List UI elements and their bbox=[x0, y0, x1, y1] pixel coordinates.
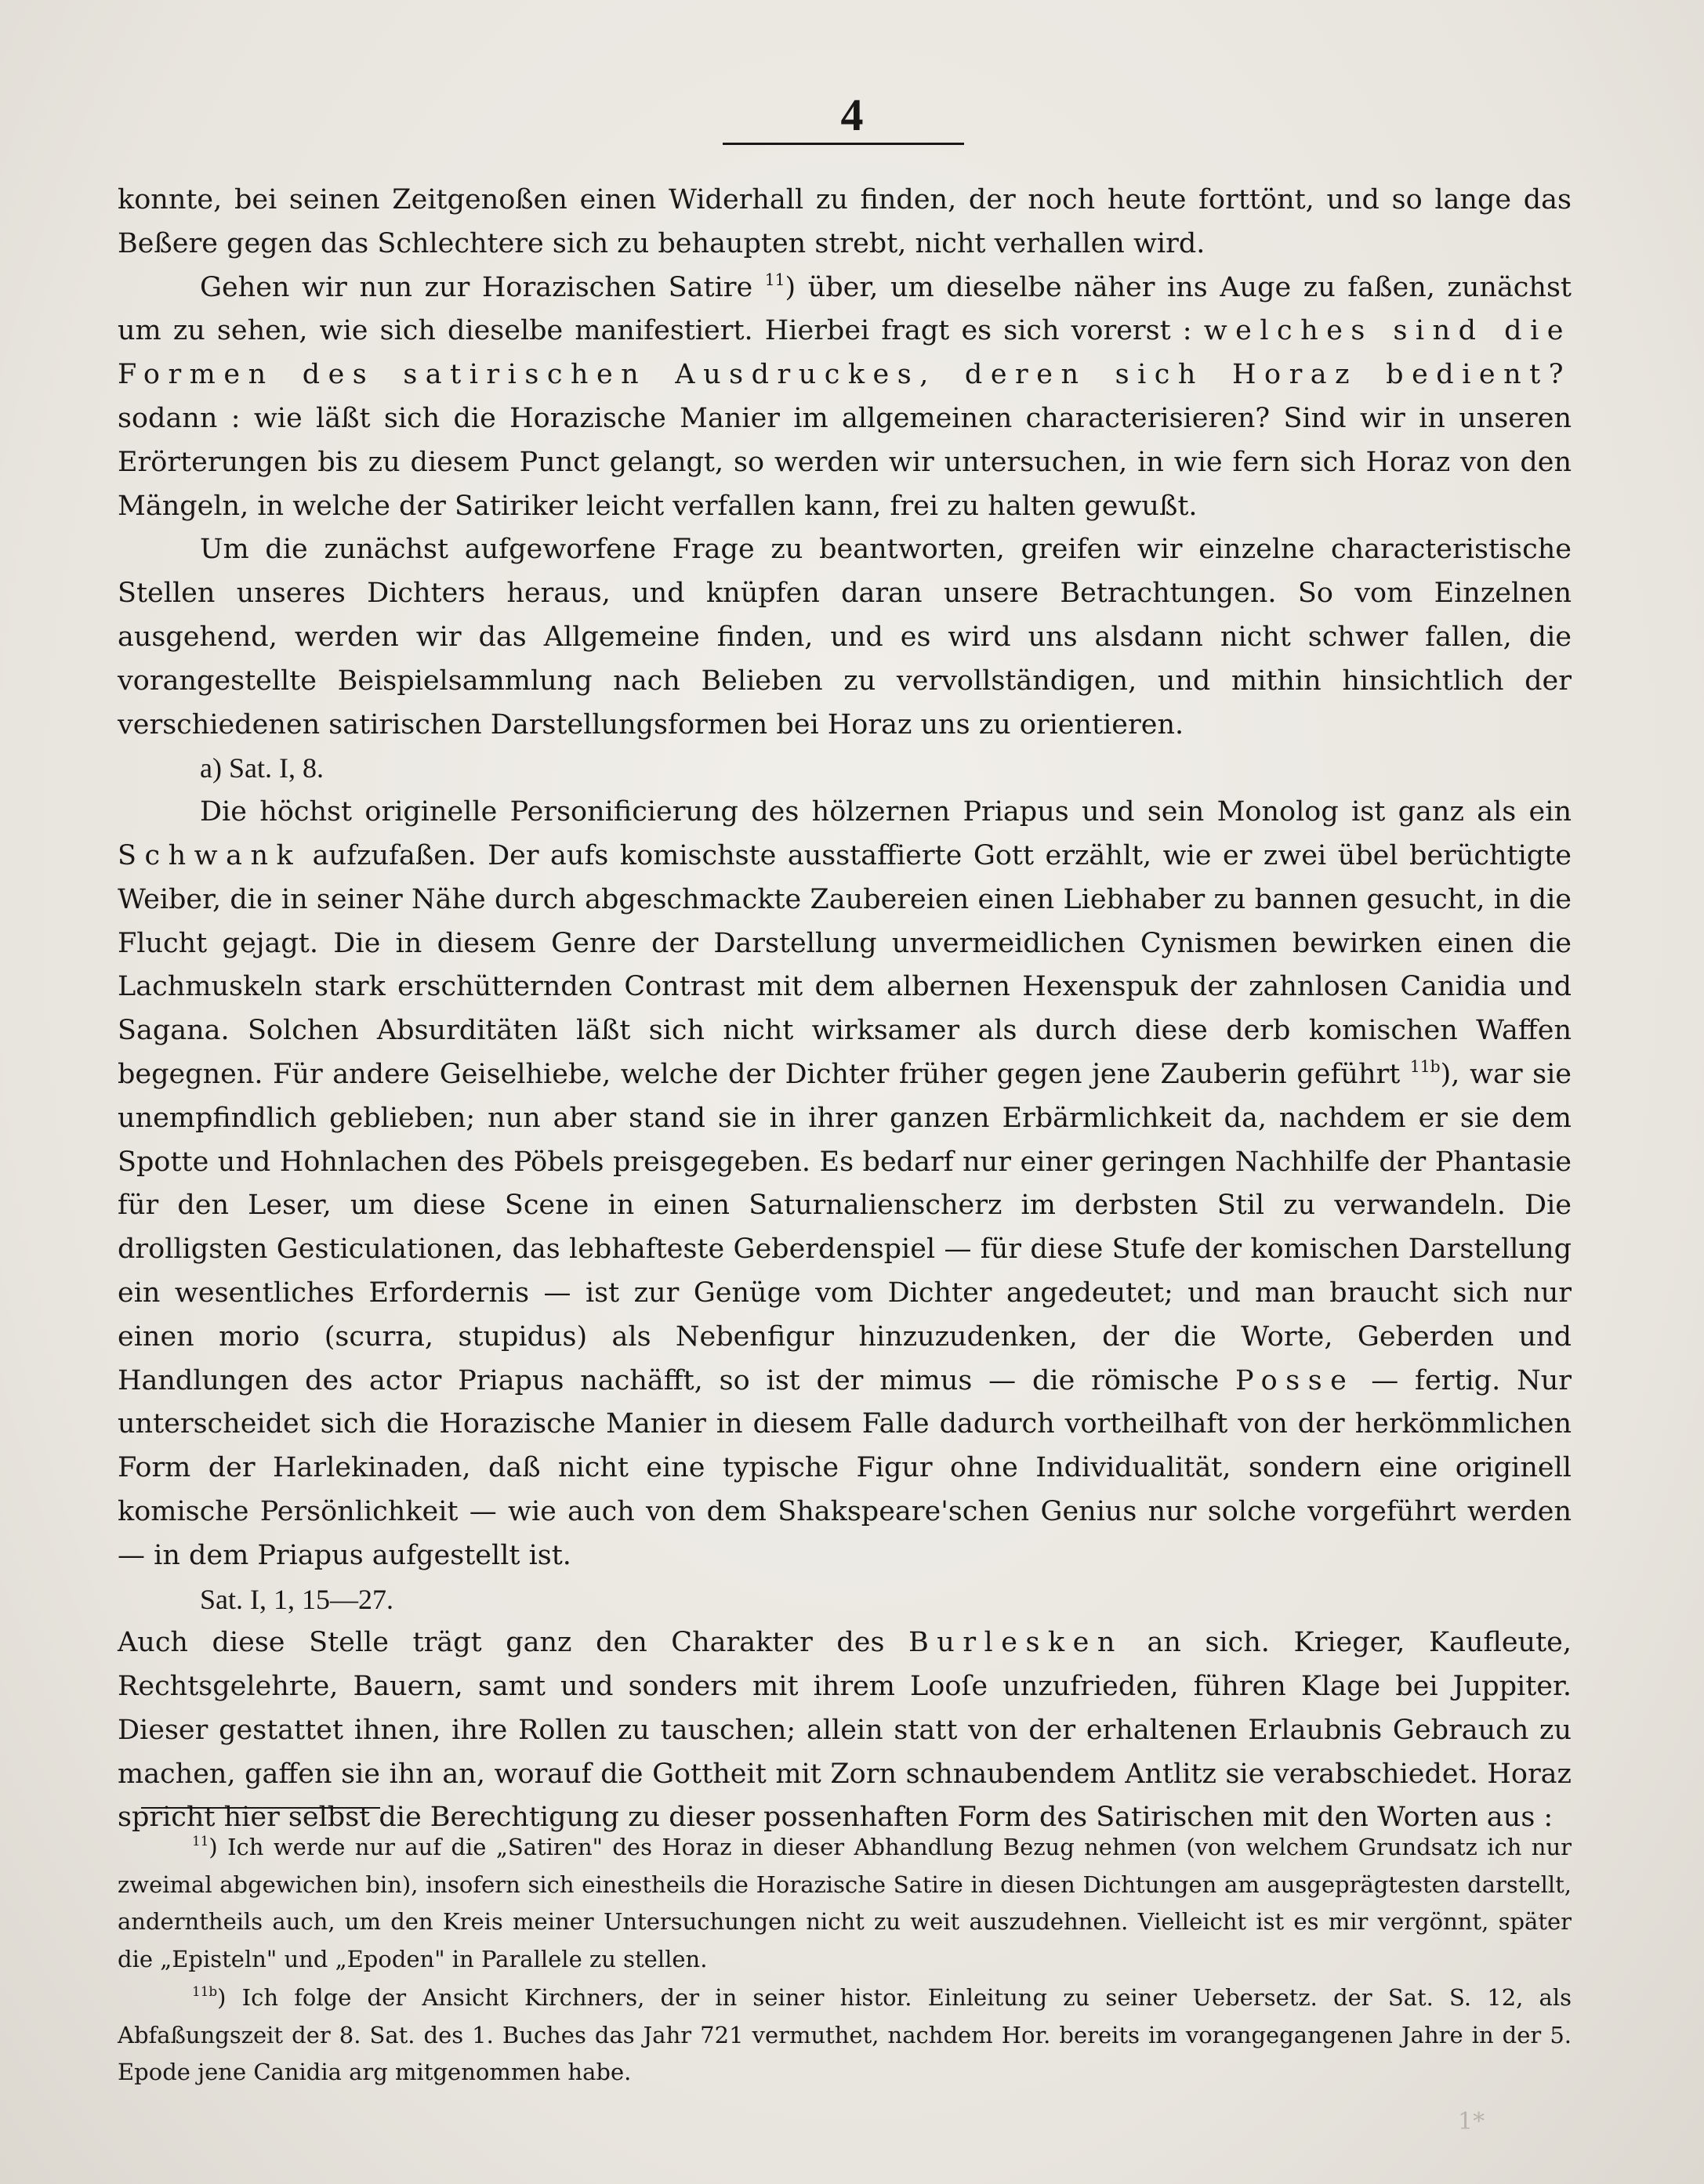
section-ref-sat-1-8: a) Sat. I, 8. bbox=[200, 752, 324, 784]
footnote-ref-11: 11 bbox=[764, 270, 785, 289]
paragraph-2 bbox=[118, 266, 1572, 529]
footnote-11b-text: ) Ich folge der Ansicht Kirchners, der in seiner histor. Einleitung zu seiner Uebersetz. der Sat. S. 12, als Abfaßungszeit der 8. Sat. des 1. Buches das Jahr 721 vermuthet, nachdem Hor. bereits im vorangegangenen Jahre in der 5. Epode jene Canidia arg mitgenommen habe. bbox=[118, 1984, 1572, 2085]
paragraph-4-text-c: ), war sie unempfindlich geblieben; nun aber stand sie in ihrer ganzen Erbärmlichkeit da, nachdem er sie dem Spotte und Hohnlachen des Pöbels preisgegeben. Es bedarf nur einer geringen Nachhilfe der Phantasie für den Leser, um diese Scene in einen Saturnalienscherz im derbsten Stil zu verwandeln. Die drolligsten Gesticulationen, das lebhafteste Geberdenspiel — für diese Stufe der komischen Darstellung ein wesentliches Erfordernis — ist zur Genüge vom Dichter angedeutet; und man braucht sich nur einen morio (scurra, stupidus) als Nebenfigur hinzuzudenken, der die Worte, Geberden und Handlungen des actor Priapus nachäfft, so ist der mimus — die römische bbox=[118, 1058, 1572, 1396]
paragraph-4-spaced-posse: Posse bbox=[1235, 1364, 1355, 1396]
page-number: 4 bbox=[840, 89, 864, 140]
footnote-11 bbox=[118, 1829, 1572, 1978]
footnote-11-text: ) Ich werde nur auf die „Satiren" des Horaz in dieser Abhandlung Bezug nehmen (von welchem Grundsatz ich nur zweimal abgewichen bin), insofern sich einestheils die Horazische Satire in diesen Dichtungen am ausgeprägtesten darstellt, anderntheils auch, um den Kreis meiner Untersuchungen nicht zu weit auszudehnen. Vielleicht ist es mir vergönnt, später die „Episteln" und „Epoden" in Parallele zu stellen. bbox=[118, 1834, 1572, 1972]
paragraph-3 bbox=[118, 528, 1572, 747]
paragraph-3-text: Um die zunächst aufgeworfene Frage zu beantworten, greifen wir einzelne characteristische Stellen unseres Dichters heraus, und knüpfen daran unsere Betrachtungen. So vom Einzelnen ausgehend, werden wir das Allgemeine finden, und es wird uns alsdann nicht schwer fallen, die vorangestellte Beispielsammlung nach Belieben zu vervollständigen, und mithin hinsichtlich der verschiedenen satirischen Darstellungsformen bei Horaz uns zu orientieren. bbox=[118, 534, 1572, 741]
paragraph-2-text-b: ) über, um dieselbe näher ins Auge zu faßen, zunächst um zu sehen, wie sich dieselbe manifestiert. Hierbei fragt es sich vorerst : bbox=[118, 271, 1572, 347]
paragraph-4-text-d: — fertig. Nur unterscheidet sich die Horazische Manier in diesem Falle dadurch vortheilhaft von der herkömmlichen Form der Harlekinaden, daß nicht eine typische Figur ohne Individualität, sondern eine originell komische Persönlichkeit — wie auch von dem Shakspeare'schen Genius nur solche vorgeführt werden — in dem Priapus aufgestellt ist. bbox=[118, 1364, 1572, 1571]
section-ref-sat-1-1: Sat. I, 1, 15—27. bbox=[200, 1583, 393, 1615]
paragraph-1 bbox=[118, 179, 1572, 266]
paragraph-5-spaced-burlesken: Burlesken bbox=[908, 1627, 1123, 1659]
paragraph-4-spaced-schwank: Schwank bbox=[118, 839, 302, 871]
footnote-11b-mark: 11b bbox=[192, 1983, 218, 2000]
paragraph-4 bbox=[118, 791, 1572, 1577]
paragraph-4-text-a: Die höchst originelle Personificierung des hölzernen Priapus und sein Monolog ist ganz als ein bbox=[200, 796, 1572, 828]
footnote-11b bbox=[118, 1979, 1572, 2092]
footnote-11-mark: 11 bbox=[192, 1833, 209, 1849]
paragraph-2-spaced-question: welches sind die Formen des satirischen Ausdruckes, deren sich Horaz bedient? bbox=[118, 315, 1572, 391]
footnote-rule bbox=[141, 1807, 380, 1809]
footnote-ref-11b: 11b bbox=[1409, 1056, 1441, 1076]
footnotes bbox=[118, 1829, 1572, 2093]
header-rule bbox=[723, 143, 964, 145]
paragraph-2-text-c: sodann : wie läßt sich die Horazische Manier im allgemeinen characterisieren? Sind wir in unseren Erörterungen bis zu diesem Punct gelangt, so werden wir untersuchen, in wie fern sich Horaz von den Mängeln, in welche der Satiriker leicht verfallen kann, frei zu halten gewußt. bbox=[118, 402, 1572, 522]
paragraph-4-text-b: aufzufaßen. Der aufs komischste ausstaffierte Gott erzählt, wie er zwei übel berüchtigte Weiber, die in seiner Nähe durch abgeschmackte Zaubereien einen Liebhaber zu bannen gesucht, in die Flucht gejagt. Die in diesem Genre der Darstellung unvermeidlichen Cynismen bewirken einen die Lachmuskeln stark erschütternden Contrast mit dem albernen Hexenspuk der zahnlosen Canidia und Sagana. Solchen Absurditäten läßt sich nicht wirksamer als durch diese derb komischen Waffen begegnen. Für andere Geiselhiebe, welche der Dichter früher gegen jene Zauberin geführt bbox=[118, 839, 1572, 1090]
paragraph-1-text: konnte, bei seinen Zeitgenoßen einen Widerhall zu finden, der noch heute forttönt, und so lange das Beßere gegen das Schlechtere sich zu behaupten strebt, nicht verhallen wird. bbox=[118, 184, 1572, 259]
paragraph-5-text-a: Auch diese Stelle trägt ganz den Charakter des bbox=[118, 1627, 909, 1659]
paragraph-2-text-a: Gehen wir nun zur Horazischen Satire bbox=[200, 271, 765, 303]
paragraph-5-text-b: an sich. Krieger, Kaufleute, Rechtsgelehrte, Bauern, samt und sonders mit ihrem Looſe unzufrieden, führen Klage bei Juppiter. Dieser gestattet ihnen, ihre Rollen zu tauschen; allein statt von der erhaltenen Erlaubnis Gebrauch zu machen, gaffen sie ihn an, worauf die Gottheit mit Zorn schnaubendem Antlitz sie verabschiedet. Horaz spricht hier selbst die Berechtigung zu dieser possenhaften Form des Satirischen mit den Worten aus : bbox=[118, 1627, 1572, 1834]
main-text bbox=[118, 179, 1572, 1840]
signature-mark: 1* bbox=[1458, 2108, 1485, 2135]
